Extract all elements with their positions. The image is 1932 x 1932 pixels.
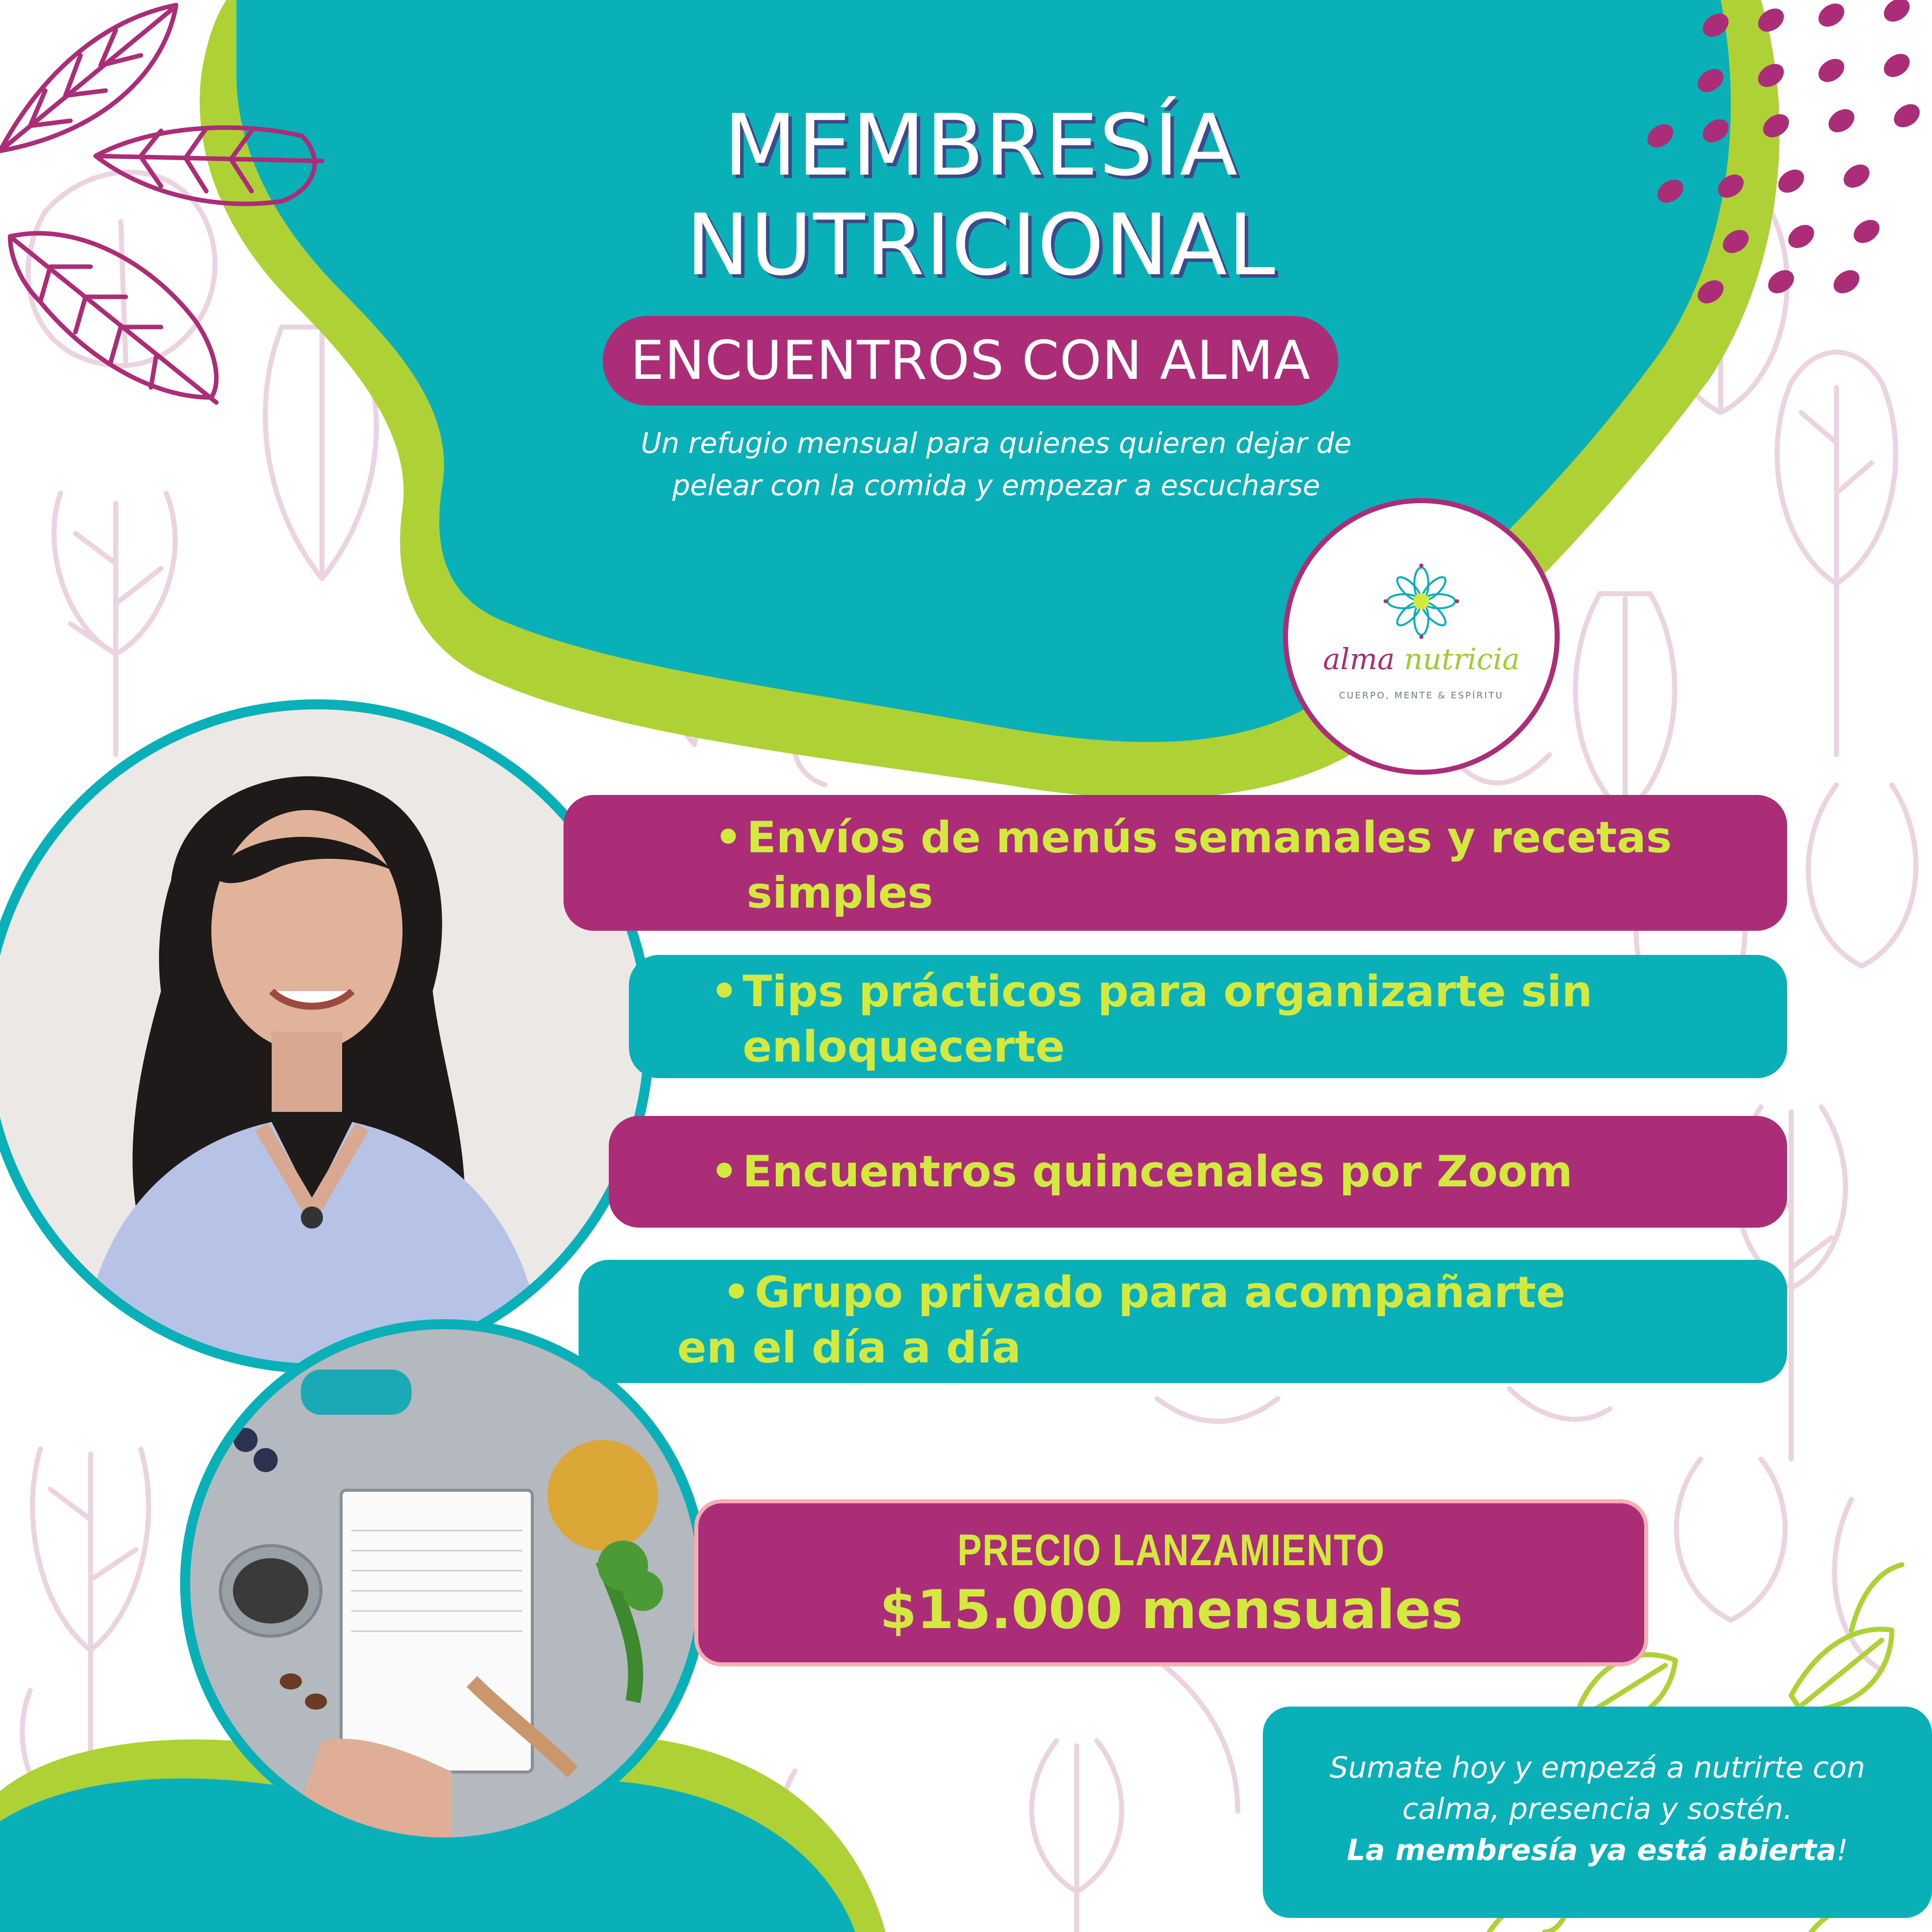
title-line-1: MEMBRESÍA <box>723 96 1239 195</box>
feature-text-line-2: simples <box>747 868 933 918</box>
feature-text-line-2: en el día a día <box>677 1323 1021 1373</box>
feature-bar-zoom <box>609 1116 1787 1228</box>
price-label: PRECIO LANZAMIENTO <box>957 1525 1386 1575</box>
flower-icon <box>1384 564 1459 639</box>
notebook-healthy-food-photo <box>180 1319 708 1847</box>
portrait-illustration <box>0 709 644 1363</box>
cta-line-1: Sumate hoy y empezá a nutrirte con <box>1329 1750 1866 1785</box>
logo-word-alma: alma <box>1323 642 1395 676</box>
tagline-line-1: Un refugio mensual para quienes quieren dejar de <box>640 427 1352 460</box>
feature-bar-menus <box>564 795 1787 931</box>
alma-nutricia-logo <box>1283 498 1560 775</box>
subtitle-pill: ENCUENTROS CON ALMA <box>603 316 1338 406</box>
feature-item-continued <box>677 1320 1021 1376</box>
notebook-food-illustration <box>190 1329 698 1837</box>
feature-text-line-2: enloquecerte <box>743 1022 1065 1072</box>
cta-line-2: calma, presencia y sostén. <box>1402 1792 1793 1826</box>
cta-line-3 <box>1263 1829 1932 1871</box>
tagline <box>579 423 1414 507</box>
feature-text-line-1: Tips prácticos para organizarte sin <box>743 967 1593 1017</box>
bullet-icon: • <box>722 1267 750 1318</box>
feature-text-line-1: Grupo privado para acompañarte <box>755 1267 1566 1318</box>
price-value: $15.000 mensuales <box>879 1579 1463 1641</box>
page-title <box>503 96 1459 295</box>
feature-text-line-1: Envíos de menús semanales y recetas <box>747 813 1672 863</box>
bullet-icon: • <box>710 967 738 1017</box>
cta-exclamation: ! <box>1836 1833 1848 1867</box>
feature-item <box>714 810 1672 921</box>
feature-bar-tips <box>629 955 1787 1078</box>
cta-bold-text: La membresía ya está abierta <box>1346 1833 1836 1867</box>
title-line-2: NUTRICIONAL <box>686 196 1276 294</box>
logo-tagline: CUERPO, MENTE & ESPÍRITU <box>1339 690 1504 701</box>
tagline-line-2: pelear con la comida y empezar a escucharse <box>672 469 1320 502</box>
price-box <box>694 1499 1648 1666</box>
logo-word-nutricia: nutricia <box>1404 642 1520 676</box>
logo-wordmark <box>1288 642 1555 676</box>
bullet-icon: • <box>714 813 742 863</box>
woman-portrait-photo <box>0 699 654 1374</box>
bullet-icon: • <box>710 1147 738 1197</box>
call-to-action-box <box>1263 1707 1932 1918</box>
feature-item <box>710 964 1593 1075</box>
feature-bar-group <box>579 1260 1787 1383</box>
feature-text-line-1: Encuentros quincenales por Zoom <box>743 1147 1573 1197</box>
feature-item <box>710 1144 1573 1199</box>
feature-item <box>722 1265 1566 1320</box>
